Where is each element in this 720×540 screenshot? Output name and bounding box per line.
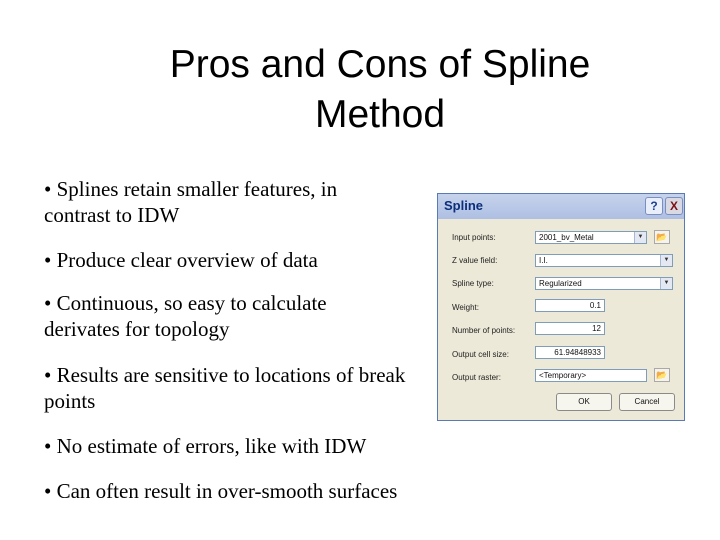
bullet-text: • Splines retain smaller features, in contrast to IDW	[44, 177, 338, 227]
bullet-item	[44, 290, 464, 342]
weight-label: Weight:	[452, 303, 479, 312]
ok-button[interactable]: OK	[556, 393, 612, 411]
bullet-text: • Can often result in over-smooth surfaces	[44, 479, 398, 503]
bullet-text: • Continuous, so easy to calculate derivates for topology	[44, 291, 327, 341]
number-of-points-input[interactable]: 12	[535, 322, 605, 335]
folder-open-icon[interactable]: 📂	[654, 230, 670, 244]
input-points-label: Input points:	[452, 233, 496, 242]
folder-open-icon[interactable]: 📂	[654, 368, 670, 382]
output-raster-input[interactable]: <Temporary>	[535, 369, 647, 382]
slide-title	[110, 40, 650, 140]
spline-type-label: Spline type:	[452, 279, 494, 288]
slide-title-line-1: Pros and Cons of Spline	[169, 43, 591, 86]
bullet-text: • Produce clear overview of data	[44, 248, 318, 272]
bullet-item	[44, 176, 464, 228]
cancel-button[interactable]: Cancel	[619, 393, 675, 411]
weight-input[interactable]: 0.1	[535, 299, 605, 312]
chevron-down-icon[interactable]: ▼	[660, 278, 672, 289]
bullet-item	[44, 362, 464, 414]
bullet-item	[44, 478, 464, 504]
help-button[interactable]: ?	[645, 197, 663, 215]
output-raster-label: Output raster:	[452, 373, 501, 382]
z-value-field-value: I.I.	[539, 256, 548, 265]
dialog-titlebar[interactable]	[438, 194, 684, 219]
input-points-value: 2001_bv_Metal	[539, 233, 594, 242]
bullet-item	[44, 433, 464, 459]
bullet-item	[44, 247, 464, 273]
output-cell-size-input[interactable]: 61.94848933	[535, 346, 605, 359]
slide-title-line-2: Method	[314, 93, 446, 136]
close-button[interactable]: X	[665, 197, 683, 215]
z-value-field-label: Z value field:	[452, 256, 498, 265]
bullet-text: • No estimate of errors, like with IDW	[44, 434, 367, 458]
bullet-text: • Results are sensitive to locations of break points	[44, 363, 406, 413]
input-points-select[interactable]	[535, 231, 647, 244]
dialog-title: Spline	[444, 198, 484, 213]
number-of-points-label: Number of points:	[452, 326, 516, 335]
output-cell-size-label: Output cell size:	[452, 350, 509, 359]
spline-type-select[interactable]	[535, 277, 673, 290]
spline-type-value: Regularized	[539, 279, 582, 288]
spline-dialog	[437, 193, 685, 421]
chevron-down-icon[interactable]: ▼	[660, 255, 672, 266]
z-value-field-select[interactable]	[535, 254, 673, 267]
chevron-down-icon[interactable]: ▼	[634, 232, 646, 243]
